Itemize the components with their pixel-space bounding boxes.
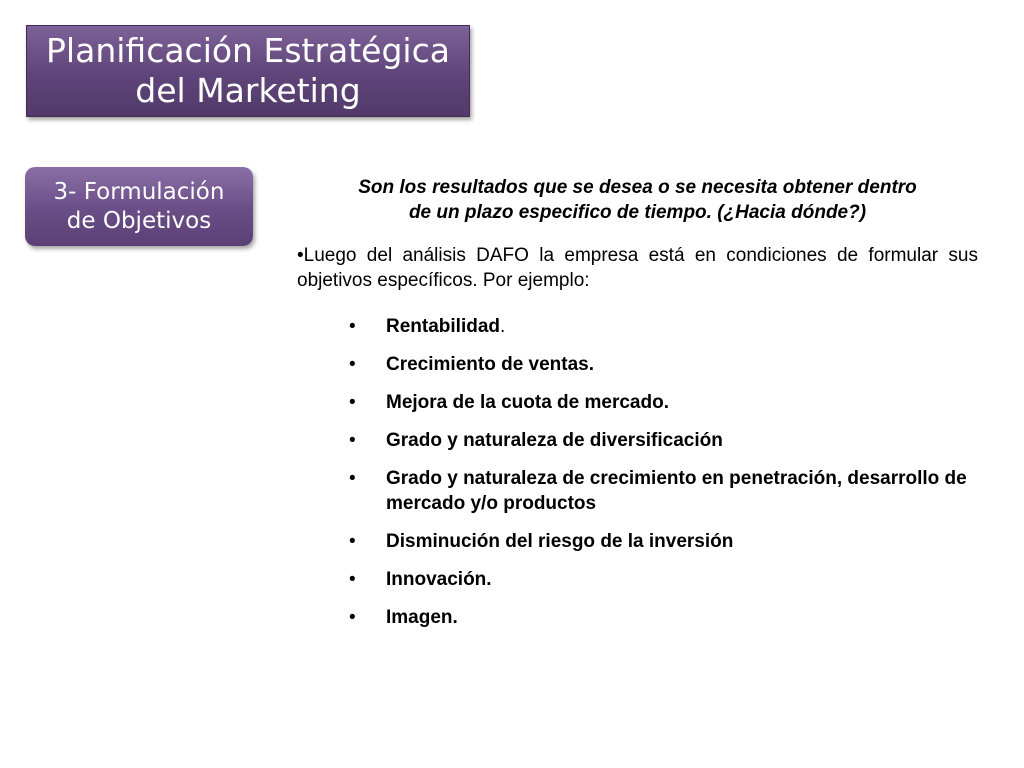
objective-text: Crecimiento de ventas. bbox=[386, 354, 595, 375]
section-label-line-2: de Objetivos bbox=[66, 207, 212, 234]
objectives-list bbox=[297, 314, 978, 630]
objective-text: Rentabilidad bbox=[386, 316, 501, 337]
bullet-icon: • bbox=[349, 531, 356, 552]
definition-text bbox=[297, 175, 978, 225]
slide-title-box bbox=[26, 25, 470, 117]
slide-title-line-1: Planificación Estratégica bbox=[46, 31, 450, 70]
list-item bbox=[297, 314, 978, 339]
list-item bbox=[297, 529, 978, 554]
objective-text: Disminución del riesgo de la inversión bbox=[386, 531, 734, 552]
objective-suffix: . bbox=[500, 316, 506, 337]
list-item bbox=[297, 466, 978, 516]
definition-line-2: de un plazo especifico de tiempo. (¿Hacia dónde?) bbox=[408, 202, 867, 223]
objective-text: Innovación. bbox=[386, 569, 492, 590]
list-item bbox=[297, 567, 978, 592]
objective-text: Mejora de la cuota de mercado. bbox=[386, 392, 669, 413]
bullet-icon: • bbox=[349, 392, 356, 413]
section-label-line-1: 3- Formulación bbox=[53, 178, 225, 205]
list-item bbox=[297, 352, 978, 377]
bullet-icon: • bbox=[349, 569, 356, 590]
bullet-icon: • bbox=[349, 468, 356, 489]
objective-text: Grado y naturaleza de crecimiento en penetración, desarrollo de mercado y/o productos bbox=[386, 468, 967, 514]
list-item bbox=[297, 605, 978, 630]
list-item bbox=[297, 428, 978, 453]
objective-text: Grado y naturaleza de diversificación bbox=[386, 430, 723, 451]
section-label-box bbox=[25, 167, 253, 246]
definition-line-1: Son los resultados que se desea o se necesita obtener dentro bbox=[358, 177, 917, 198]
bullet-icon: • bbox=[349, 354, 356, 375]
slide-title-line-2: del Marketing bbox=[135, 71, 361, 110]
bullet-icon: • bbox=[349, 430, 356, 451]
bullet-icon: • bbox=[349, 316, 356, 337]
content-area bbox=[297, 175, 978, 643]
bullet-icon: • bbox=[349, 607, 356, 628]
lead-paragraph: •Luego del análisis DAFO la empresa está en condiciones de formular sus objetivos específicos. Por ejemplo: bbox=[297, 245, 978, 291]
list-item bbox=[297, 390, 978, 415]
objective-text: Imagen. bbox=[386, 607, 458, 628]
